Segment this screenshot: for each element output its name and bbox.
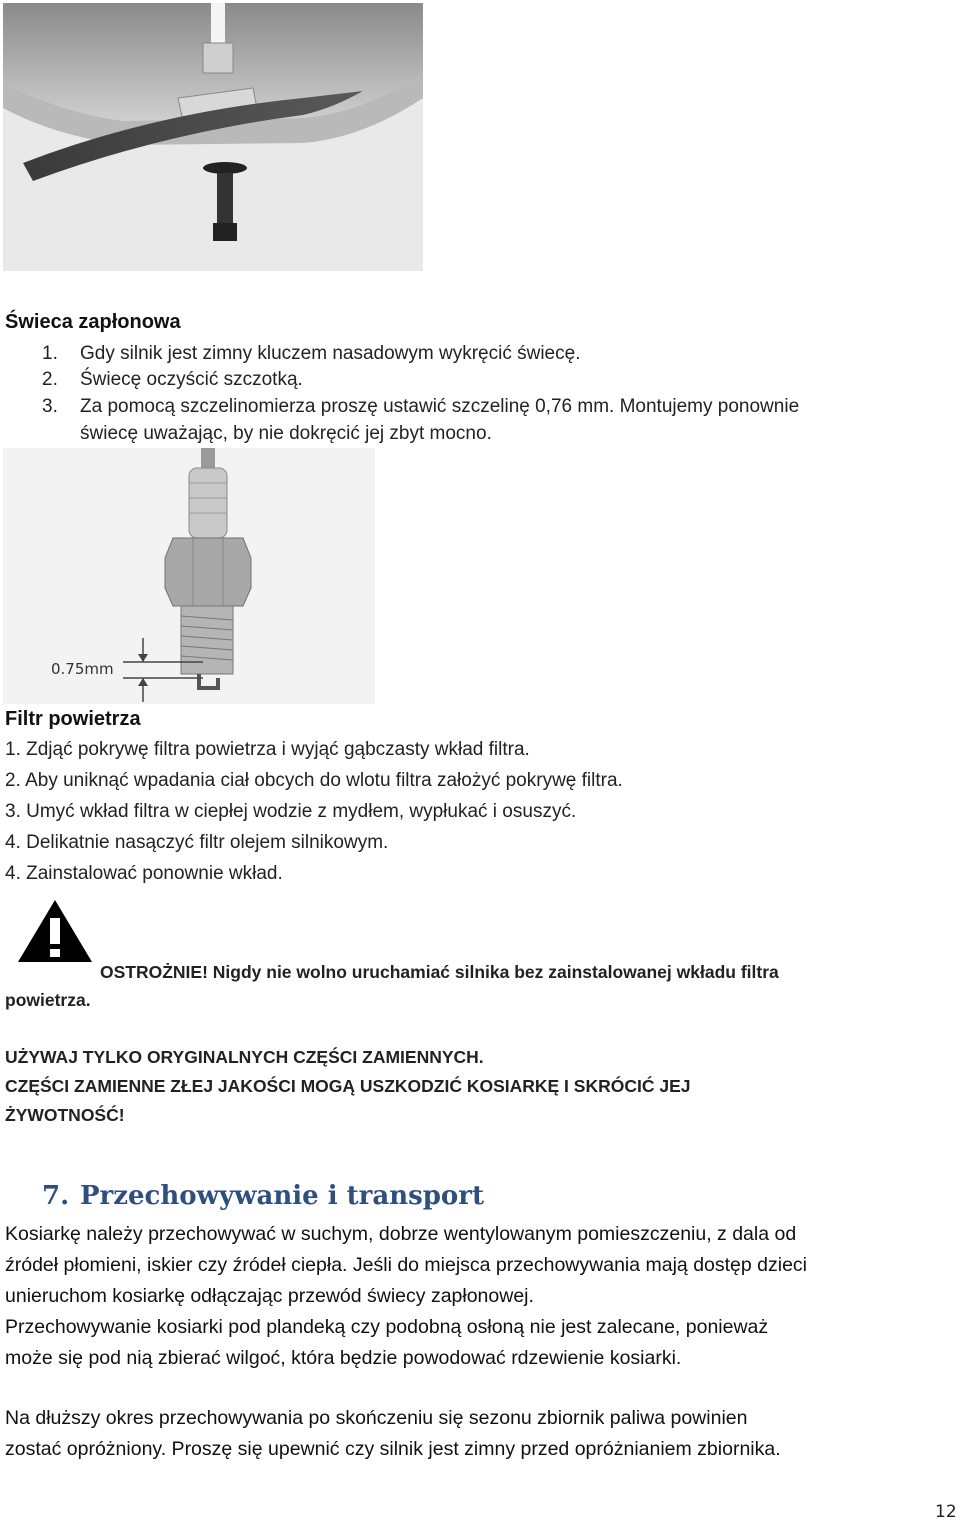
storage-p3-line-1: Na dłuższy okres przechowywania po skończeniu się sezonu zbiornik paliwa powinien [5,1407,748,1429]
parts-notice-line-3: ŻYWOTNOŚĆ! [5,1105,125,1125]
spark-plug-step-3-cont: świecę uważając, by nie dokręcić jej zbyt mocno. [80,423,492,444]
page-number: 12 [935,1502,957,1522]
storage-paragraph-1 [5,1219,957,1312]
storage-p2-line-1: Przechowywanie kosiarki pod plandeką czy podobną osłoną nie jest zalecane, ponieważ [5,1316,769,1338]
spark-plug-step-num-3: 3. [42,396,58,417]
storage-p1-line-1: Kosiarkę należy przechowywać w suchym, dobrze wentylowanym pomieszczeniu, z dala od [5,1223,797,1245]
air-filter-step-1: 1. Zdjąć pokrywę filtra powietrza i wyjąć gąbczasty wkład filtra. [5,739,530,760]
storage-paragraph-3 [5,1403,957,1465]
storage-p2-line-2: może się pod nią zbierać wilgoć, która będzie powodować rdzewienie kosiarki. [5,1347,682,1369]
storage-p3-line-2: zostać opróżniony. Proszę się upewnić czy silnik jest zimny przed opróżnianiem zbiornika. [5,1438,781,1460]
parts-notice-line-1: UŻYWAJ TYLKO ORYGINALNYCH CZĘŚCI ZAMIENNYCH. [5,1047,484,1067]
air-filter-step-2: 2. Aby uniknąć wpadania ciał obcych do wlotu filtra założyć pokrywę filtra. [5,770,623,791]
gap-measurement-label: 0.75mm [51,660,114,678]
storage-p1-line-3: unieruchom kosiarkę odłączając przewód świecy zapłonowej. [5,1285,534,1307]
storage-paragraph-2 [5,1312,957,1374]
parts-notice-line-2: CZĘŚCI ZAMIENNE ZŁEJ JAKOŚCI MOGĄ USZKODZIĆ KOSIARKĘ I SKRÓCIĆ JEJ [5,1076,691,1096]
air-filter-step-4: 4. Delikatnie nasączyć filtr olejem silnikowym. [5,832,389,853]
air-filter-step-5: 4. Zainstalować ponownie wkład. [5,863,283,884]
spark-plug-step-num-1: 1. [42,343,58,364]
spark-plug-heading: Świeca zapłonowa [5,311,181,333]
air-filter-heading: Filtr powietrza [5,708,141,730]
section-title: Przechowywanie i transport [80,1181,484,1211]
section-number: 7. [42,1181,70,1211]
spark-plug-step-num-2: 2. [42,369,58,390]
warning-text: OSTROŻNIE! Nigdy nie wolno uruchamiać silnika bez zainstalowanej wkładu filtra [100,962,779,982]
storage-p1-line-2: źródeł płomieni, iskier czy źródeł ciepła. Jeśli do miejsca przechowywania mają dostęp dzieci [5,1254,808,1276]
spark-plug-step-1: Gdy silnik jest zimny kluczem nasadowym wykręcić świecę. [80,343,581,364]
spark-plug-step-2: Świecę oczyścić szczotką. [80,369,303,390]
blade-assembly-illustration [3,3,423,271]
spark-plug-step-3: Za pomocą szczelinomierza proszę ustawić szczelinę 0,76 mm. Montujemy ponownie [80,396,800,417]
warning-icon [16,898,94,964]
air-filter-step-3: 3. Umyć wkład filtra w ciepłej wodzie z mydłem, wypłukać i osuszyć. [5,801,577,822]
blade-assembly-figure [3,3,423,271]
spark-plug-figure [3,448,375,704]
warning-text-cont: powietrza. [5,990,91,1010]
